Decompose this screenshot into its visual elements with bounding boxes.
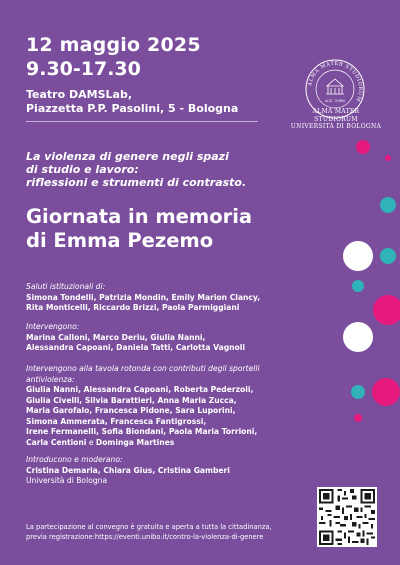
speaker-names: Cristina Demaria, Chiara Gius, Cristina Gamberi — [26, 465, 230, 475]
qr-code[interactable] — [317, 487, 377, 547]
speaker-name: Dominga Martines — [95, 437, 175, 447]
speaker-name: Carla Centioni — [26, 437, 87, 447]
dot-white — [343, 241, 373, 271]
registration-link[interactable]: previa registrazione:https://eventi.unibo.it/contro-la-violenza-di-genere — [26, 533, 264, 541]
speakers-section — [26, 322, 301, 354]
speaker-names: Alessandra Capoani, Daniela Tatti, Carlotta Vagnoli — [26, 343, 245, 352]
dot-pink — [385, 155, 391, 161]
registration-note-line: La partecipazione al convegno è gratuita e aperta a tutta la cittadinanza, — [26, 523, 272, 531]
registration-note — [26, 522, 326, 542]
section-heading: Intervengono alla tavola rotonda con contributi degli sportelli — [26, 364, 260, 373]
subtitle-line: riflessioni e strumenti di contrasto. — [26, 176, 247, 189]
dot-teal — [351, 385, 365, 399]
event-title — [26, 205, 296, 253]
dot-pink — [356, 140, 370, 154]
dot-pink — [373, 295, 400, 325]
venue-name: Teatro DAMSLab, — [26, 88, 132, 101]
section-heading: Saluti istituzionali di: — [26, 282, 106, 291]
university-name — [290, 108, 382, 131]
speaker-names — [26, 438, 301, 449]
affiliation: Università di Bologna — [26, 476, 108, 485]
subtitle-line: La violenza di genere negli spazi — [26, 150, 229, 163]
conjunction: e — [86, 437, 96, 447]
dot-white — [343, 322, 373, 352]
event-venue — [26, 88, 238, 116]
roundtable-section — [26, 364, 301, 448]
dot-teal — [380, 248, 396, 264]
title-line: di Emma Pezemo — [26, 229, 214, 252]
event-time: 9.30-17.30 — [26, 58, 141, 80]
section-heading: Intervengono: — [26, 322, 80, 331]
speaker-names: Simona Ammerata, Francesca Fantigrossi, — [26, 416, 207, 426]
event-date: 12 maggio 2025 — [26, 34, 201, 56]
university-name-line2: UNIVERSITÀ DI BOLOGNA — [290, 123, 382, 130]
dot-teal — [380, 197, 396, 213]
speaker-names: Marina Calloni, Marco Deriu, Giulia Nanni, — [26, 332, 206, 342]
section-heading: antiviolenza: — [26, 374, 75, 384]
dot-teal — [352, 280, 364, 292]
subtitle-line: di studio e lavoro: — [26, 163, 139, 176]
speaker-names: Irene Fermanelli, Sofia Biondani, Paola Maria Torrioni, — [26, 427, 258, 436]
decorative-dots — [336, 134, 400, 434]
event-subtitle — [26, 150, 286, 189]
venue-address: Piazzetta P.P. Pasolini, 5 - Bologna — [26, 102, 239, 115]
title-line: Giornata in memoria — [26, 205, 253, 228]
seal-year: A.D. 1088 — [325, 98, 345, 103]
dot-pink — [372, 378, 400, 406]
header-divider — [26, 121, 258, 122]
greetings-section — [26, 282, 301, 314]
moderators-section — [26, 455, 301, 487]
dot-pink — [354, 414, 362, 422]
university-name-line1: ALMA MATER STUDIORUM — [312, 108, 360, 123]
seal-ring-text: ALMA MATER STUDIORUM — [307, 60, 364, 103]
speaker-names: Giulia Civelli, Silvia Barattieri, Anna Maria Zucca, — [26, 395, 237, 405]
speaker-names: Maria Garofalo, Francesca Pidone, Sara Luporini, — [26, 406, 236, 415]
speaker-names: Rita Monticelli, Riccardo Brizzi, Paola Parmiggiani — [26, 303, 240, 312]
speaker-names: Simona Tondelli, Patrizia Mondin, Emily Marion Clancy, — [26, 292, 261, 302]
speaker-names: Giulia Nanni, Alessandra Capoani, Roberta Pederzoli, — [26, 385, 254, 394]
section-heading: Introducono e moderano: — [26, 455, 123, 464]
